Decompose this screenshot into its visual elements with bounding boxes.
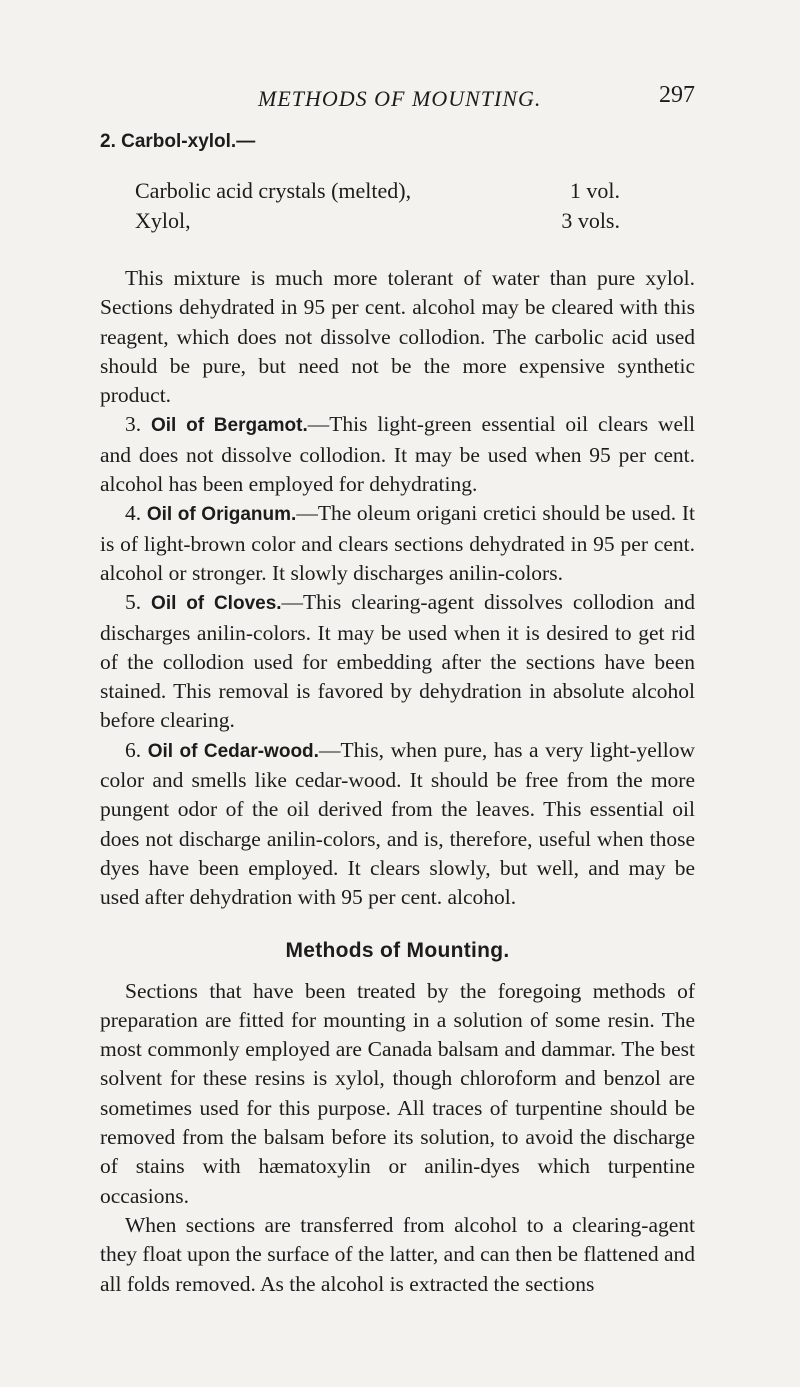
item-5-number: 5. — [125, 590, 142, 615]
item-2-heading — [100, 126, 695, 156]
item-4-paragraph — [100, 499, 695, 588]
running-title: METHODS OF MOUNTING. — [258, 86, 542, 111]
recipe-amount: 3 vols. — [561, 208, 620, 233]
item-3-heading: Oil of Bergamot. — [151, 415, 308, 437]
item-6-number: 6. — [125, 737, 142, 762]
item-6-text: —This, when pure, has a very light-yellow color and smells like cedar-wood. It should be free from the more pungent odor of the oil derived from the leaves. This essential oil does not discharge anilin-colors, and is, therefore, useful when those dyes have been employed. It clears slowly, but well, and may be used after dehydration with 95 per cent. alcohol. — [100, 737, 696, 910]
item-3-paragraph — [100, 410, 695, 499]
item-2-title: 2. Carbol-xylol.— — [100, 131, 256, 152]
item-3-number: 3. — [125, 412, 142, 437]
recipe-ingredient: Xylol, — [135, 208, 191, 233]
recipe-row — [135, 176, 620, 206]
item-4-text: —The oleum origani cretici should be used. It is of light-brown color and clears sections dehydrated in 95 per cent. alcohol or stronger. It slowly discharges anilin-colors. — [100, 501, 696, 585]
item-4-heading: Oil of Origanum. — [146, 504, 297, 526]
item-5-text: —This clearing-agent dissolves collodion and discharges anilin-colors. It may be used when it is desired to get rid of the collodion used for embedding after the sections have been stained. This removal is favored by dehydration in absolute alcohol before clearing. — [100, 590, 695, 733]
book-page — [100, 82, 696, 1299]
item-5-heading: Oil of Cloves. — [151, 593, 282, 615]
mounting-paragraph-2: When sections are transferred from alcohol to a clearing-agent they float upon the surface of the latter, and can then be flattened and all folds removed. As the alcohol is extracted the sections — [100, 1212, 695, 1296]
recipe-amount: 1 vol. — [569, 178, 620, 203]
section-heading: Methods of Mounting. — [285, 938, 510, 962]
item-2-text: This mixture is much more tolerant of water than pure xylol. Sections dehydrated in 95 per cent. alcohol may be cleared with this reagent, which does not dissolve collodion. The carbolic acid used should be pure, but need not be the more expensive synthetic product. — [100, 266, 695, 408]
running-head — [100, 82, 695, 126]
recipe-ingredient: Carbolic acid crystals (melted), — [135, 178, 412, 203]
recipe-table — [135, 176, 620, 236]
item-4-number: 4. — [125, 501, 142, 526]
item-6-heading: Oil of Cedar-wood. — [147, 740, 319, 762]
page-number: 297 — [659, 82, 695, 108]
item-6-paragraph — [100, 736, 695, 913]
recipe-row — [135, 206, 620, 236]
item-5-paragraph — [100, 588, 695, 735]
item-3-text: —This light-green essential oil clears well and does not dissolve collodion. It may be used when 95 per cent. alcohol has been employed for dehydrating. — [100, 412, 696, 497]
mounting-paragraph-1: Sections that have been treated by the foregoing methods of preparation are fitted for mounting in a solution of some resin. The most commonly employed are Canada balsam and dammar. The best solvent for these resins is xylol, though chloroform and benzol are sometimes used for this purpose. All traces of turpentine should be removed from the balsam before its solution, to avoid the discharge of stains with hæmatoxylin or anilin-dyes which turpentine occasions. — [100, 978, 695, 1208]
